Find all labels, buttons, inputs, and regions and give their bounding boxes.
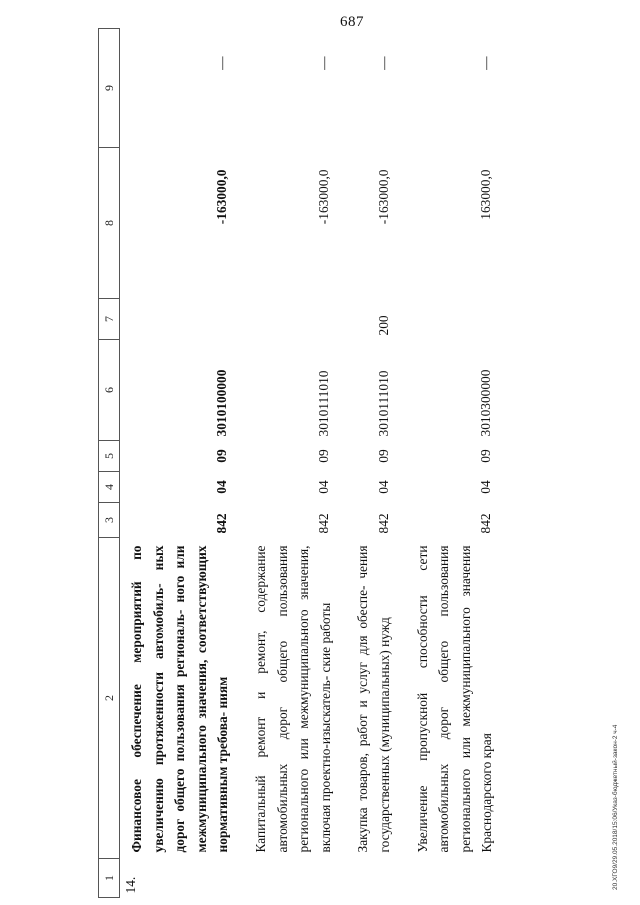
row-number: 14. <box>123 876 138 894</box>
row-number <box>406 859 498 898</box>
row-ministry-code: 842 <box>316 513 332 534</box>
row-section-code: 04 <box>316 480 332 494</box>
row-section-code: 04 <box>375 480 391 494</box>
row-ministry-code: 842 <box>213 513 229 534</box>
row-subsection-code: 09 <box>375 449 391 463</box>
row-amount: -163000,0 <box>375 169 391 225</box>
row-ministry-code: 842 <box>375 513 391 534</box>
row-amount: -163000,0 <box>213 169 229 225</box>
page-number: 687 <box>340 14 364 30</box>
row-expense-type <box>406 299 498 340</box>
row-description: Капитальный ремонт и ремонт, содержание автомобильных дорог общего пользования регионального или межмуниципального значения, включая проектно-изыскатель- ские работы <box>252 545 333 853</box>
row-expense-type <box>120 299 234 340</box>
row-col9: — <box>316 56 332 70</box>
row-target-code: 3010300000 <box>477 369 493 437</box>
budget-table-sheet <box>98 38 598 898</box>
row-expense-type: 200 <box>375 315 391 336</box>
row-col9: — <box>213 56 229 70</box>
header-col-7: 7 <box>99 299 120 340</box>
footer-stamp: 20.ХГО9/29.05.2018/15:06/Указ-бюджетный-закон-2 ч-4 <box>612 724 619 890</box>
table-row <box>244 29 336 898</box>
row-section-code: 04 <box>213 480 229 494</box>
row-subsection-code: 09 <box>477 449 493 463</box>
row-section-code: 04 <box>477 480 493 494</box>
row-col9: — <box>375 56 391 70</box>
row-subsection-code: 09 <box>213 449 229 463</box>
row-subsection-code: 09 <box>316 449 332 463</box>
table-row <box>120 29 234 898</box>
row-description: Увеличение пропускной способности сети автомобильных дорог общего пользования регионального или межмуниципального значения Краснодарского края <box>414 545 495 853</box>
header-col-6: 6 <box>99 340 120 441</box>
header-col-8: 8 <box>99 148 120 299</box>
budget-table <box>98 28 498 898</box>
row-target-code: 3010111010 <box>375 370 391 437</box>
header-col-5: 5 <box>99 441 120 472</box>
header-col-9: 9 <box>99 29 120 148</box>
row-target-code: 3010111010 <box>316 370 332 437</box>
row-amount: -163000,0 <box>316 169 332 225</box>
row-ministry-code: 842 <box>477 513 493 534</box>
header-row <box>99 29 120 898</box>
header-col-1: 1 <box>99 859 120 898</box>
row-amount: 163000,0 <box>477 169 493 220</box>
header-col-4: 4 <box>99 472 120 503</box>
header-col-2: 2 <box>99 538 120 859</box>
table-row <box>406 29 498 898</box>
row-col9: — <box>477 56 493 70</box>
table-row <box>346 29 395 898</box>
header-col-3: 3 <box>99 503 120 538</box>
row-number <box>346 859 395 898</box>
row-description: Закупка товаров, работ и услуг для обеспе- чения государственных (муниципальных) нужд <box>355 545 392 853</box>
row-target-code: 3010100000 <box>213 369 229 437</box>
row-number <box>244 859 336 898</box>
row-description: Финансовое обеспечение мероприятий по увеличению протяженности автомобиль- ных дорог общего пользования региональ- ного или межмуниципального значения, соответствующих нормативным требова- ниям <box>129 545 231 853</box>
row-expense-type <box>244 299 336 340</box>
